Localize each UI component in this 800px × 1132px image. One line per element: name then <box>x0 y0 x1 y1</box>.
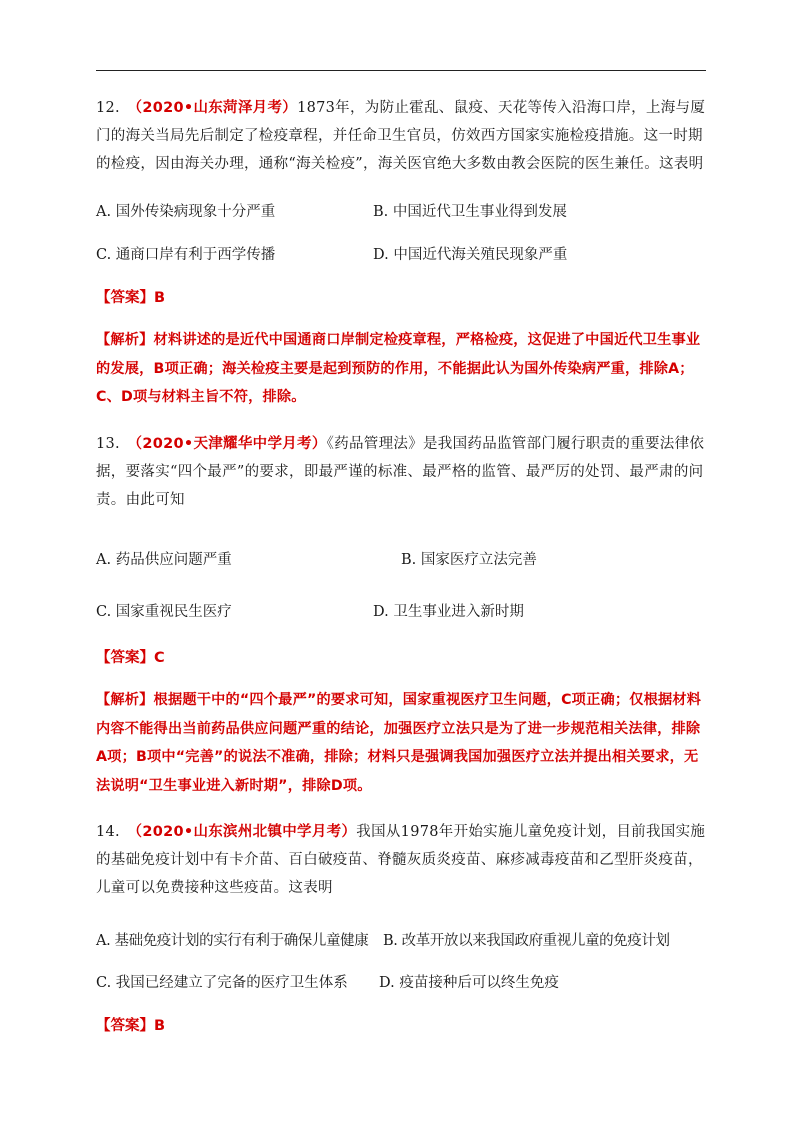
question-14-option-d[interactable]: D. 疫苗接种后可以终生免疫 <box>379 975 559 991</box>
question-13-options-row-1 <box>96 546 706 574</box>
question-12-answer: 【答案】B <box>96 290 166 306</box>
question-12-analysis: 【解析】材料讲述的是近代中国通商口岸制定检疫章程，严格检疫，这促进了中国近代卫生事业的发展，B项正确；海关检疫主要是起到预防的作用，不能据此认为国外传染病严重，排除A；C、D项与材料主旨不符，排除。 <box>96 332 701 405</box>
question-14-options-row-2 <box>96 969 706 997</box>
question-14-source: （2020•山东滨州北镇中学月考） <box>134 824 357 840</box>
question-14-options-row-1 <box>96 927 706 955</box>
question-13-answer: 【答案】C <box>96 650 165 666</box>
question-14-option-b[interactable]: B. 改革开放以来我国政府重视儿童的免疫计划 <box>383 933 670 949</box>
question-12-option-b[interactable]: B. 中国近代卫生事业得到发展 <box>373 204 567 220</box>
question-12-option-d[interactable]: D. 中国近代海关殖民现象严重 <box>373 247 568 263</box>
question-13-option-b[interactable]: B. 国家医疗立法完善 <box>401 552 537 568</box>
question-13-option-a[interactable]: A. 药品供应问题严重 <box>96 552 232 568</box>
question-13-option-d[interactable]: D. 卫生事业进入新时期 <box>373 604 524 620</box>
question-14-stem: 14. （2020•山东滨州北镇中学月考）我国从1978年开始实施儿童免疫计划，目前我国实施的基础免疫计划中有卡介苗、百白破疫苗、脊髓灰质炎疫苗、麻疹减毒疫苗和乙型肝炎疫苗，儿童可以免费接种这些疫苗。这表明 <box>96 824 706 896</box>
question-14-answer: 【答案】B <box>96 1018 166 1034</box>
question-14-option-c[interactable]: C. 我国已经建立了完备的医疗卫生体系 <box>96 975 348 991</box>
header-rule <box>96 70 706 71</box>
question-12-option-a[interactable]: A. 国外传染病现象十分严重 <box>96 204 276 220</box>
question-13-stem: 13. （2020•天津耀华中学月考）《药品管理法》是我国药品监管部门履行职责的重要法律依据，要落实“四个最严”的要求，即最严谨的标准、最严格的监管、最严厉的处罚、最严肃的问责。由此可知 <box>96 436 705 508</box>
question-12-options-row-1 <box>96 198 706 226</box>
question-13-options-row-2 <box>96 598 706 626</box>
question-13-source: （2020•天津耀华中学月考） <box>134 436 327 452</box>
question-13-option-c[interactable]: C. 国家重视民生医疗 <box>96 604 232 620</box>
question-14-option-a[interactable]: A. 基础免疫计划的实行有利于确保儿童健康 <box>96 933 369 949</box>
question-13-analysis: 【解析】根据题干中的“四个最严”的要求可知，国家重视医疗卫生问题，C项正确；仅根据材料内容不能得出当前药品供应问题严重的结论，加强医疗立法只是为了进一步规范相关法律，排除A项；B项中“完善”的说法不准确，排除；材料只是强调我国加强医疗立法并提出相关要求，无法说明“卫生事业进入新时期”，排除D项。 <box>96 692 702 794</box>
question-12-options-row-2 <box>96 241 706 269</box>
question-12-stem: 12. （2020•山东菏泽月考）1873年，为防止霍乱、鼠疫、天花等传入沿海口岸，上海与厦门的海关当局先后制定了检疫章程，并任命卫生官员，仿效西方国家实施检疫措施。这一时期的检疫，因由海关办理，通称“海关检疫”，海关医官绝大多数由教会医院的医生兼任。这表明 <box>96 100 706 172</box>
question-12-source: （2020•山东菏泽月考） <box>134 100 298 116</box>
question-12-option-c[interactable]: C. 通商口岸有利于西学传播 <box>96 247 276 263</box>
